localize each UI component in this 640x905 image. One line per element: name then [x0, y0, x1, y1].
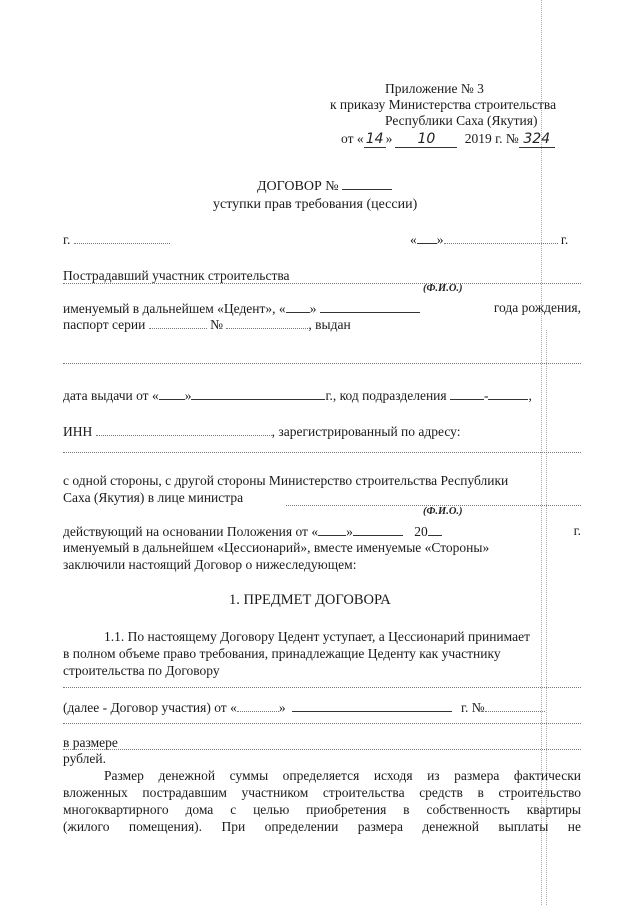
- contract-date-field: [410, 231, 568, 248]
- contract-ref-prefix: (далее - Договор участия) от «: [63, 700, 237, 715]
- section1-p2-line-1: Размер денежной суммы определяется исходя из размера фактически: [104, 768, 581, 783]
- appendix-number-handwritten: 324: [519, 131, 555, 148]
- party1-named-row: [63, 300, 581, 317]
- party2-acting-prefix: действующий на основании Положения от «: [63, 524, 319, 539]
- issue-year-label: г., код подразделения: [325, 388, 447, 403]
- passport-no-label: №: [210, 317, 224, 332]
- party1-named-close: »: [309, 301, 317, 316]
- contract-date-open: «: [410, 232, 417, 247]
- appendix-month-handwritten: 10: [395, 131, 457, 148]
- rubles-label: рублей.: [63, 751, 107, 766]
- party2-line-2: Саха (Якутия) в лице министра: [63, 490, 244, 505]
- party2-line-1: с одной стороны, с другой стороны Министерство строительства Республики: [63, 473, 509, 488]
- party2-acting-row: [63, 523, 581, 540]
- passport-series-blank: [149, 316, 207, 329]
- contract-day-blank: [417, 231, 437, 244]
- city-blank: [74, 231, 170, 244]
- registered-label: , зарегистрированный по адресу:: [271, 424, 461, 439]
- amount-blank: [63, 748, 581, 750]
- division-code-blank-2: [488, 387, 528, 400]
- party2-fio-caption: (Ф.И.О.): [423, 506, 463, 517]
- appendix-line-3: Республики Саха (Якутия): [385, 113, 538, 128]
- section1-p1-line-1: 1.1. По настоящему Договору Цедент уступает, а Цессионарий принимает: [104, 629, 530, 644]
- contract-ref-continue-blank: [63, 722, 581, 724]
- passport-issued-by-blank: [63, 362, 581, 364]
- city-field: [63, 231, 170, 248]
- issue-day-blank: [159, 387, 185, 400]
- section1-p1-line-3: строительства по Договору: [63, 663, 220, 678]
- contract-date-close: »: [436, 232, 444, 247]
- division-code-blank-1: [450, 387, 484, 400]
- appendix-line-2: к приказу Министерства строительства: [330, 97, 557, 112]
- party2-acting-close: »: [346, 524, 353, 539]
- party1-named-prefix: именуемый в дальнейшем «Цедент», «: [63, 301, 286, 316]
- issue-date-prefix: дата выдачи от «: [63, 388, 159, 403]
- party2-acting-g: г.: [573, 523, 581, 538]
- contract-number-blank: [342, 177, 392, 190]
- city-prefix: г.: [63, 232, 71, 247]
- contract-ref-close: »: [278, 700, 286, 715]
- section1-p2-line-3: многоквартирного дома с целью приобретения в собственность квартиры: [63, 802, 581, 817]
- contract-title: [257, 177, 392, 195]
- division-code-dash: -: [483, 388, 489, 403]
- party1-fio-caption: (Ф.И.О.): [423, 283, 463, 294]
- appendix-date-prefix: от «: [341, 131, 364, 146]
- party2-acting-day-blank: [318, 523, 346, 536]
- contract-ref-number-blank: [485, 699, 545, 712]
- passport-series-label: паспорт серии: [63, 317, 146, 332]
- party2-line-4: заключили настоящий Договор о нижеследующем:: [63, 557, 357, 572]
- party1-line: Пострадавший участник строительства: [63, 268, 290, 283]
- party1-day-blank: [286, 300, 310, 313]
- section1-heading: 1. ПРЕДМЕТ ДОГОВОРА: [229, 592, 391, 608]
- appendix-day-handwritten: 14: [364, 131, 386, 148]
- contract-ref-g: г. №: [460, 700, 485, 715]
- party1-fio-blank: [63, 282, 581, 284]
- contract-subtitle: уступки прав требования (цессии): [213, 197, 418, 212]
- contract-ref-row: [63, 699, 545, 716]
- party2-line-3: именуемый в дальнейшем «Цессионарий», вместе именуемые «Стороны»: [63, 540, 490, 555]
- contract-month-blank: [444, 231, 558, 244]
- issue-date-close: »: [184, 388, 192, 403]
- amount-prefix: в размере: [63, 735, 118, 750]
- party2-acting-month-blank: [353, 523, 403, 536]
- party1-passport-row: [63, 316, 351, 333]
- contract-ref-month-blank: [292, 699, 452, 712]
- party1-birth-blank: [320, 300, 420, 313]
- section1-p2-line-2: вложенных пострадавшим участником строительства средств в строительство: [63, 785, 581, 800]
- issue-date-row: дата выдачи от « » г., код подразделения - ,: [63, 388, 532, 403]
- contract-title-text: ДОГОВОР №: [257, 179, 339, 194]
- party2-acting-year: 20: [414, 524, 428, 539]
- contract-year-suffix: г.: [560, 232, 569, 247]
- contract-ref-day-blank: [237, 699, 279, 712]
- section1-p1-line-2: в полном объеме право требования, принадлежащие Цеденту как участнику: [63, 646, 501, 661]
- section1-p2-line-4: (жилого помещения). При определении размера денежной выплаты не: [63, 819, 581, 834]
- passport-issued-label: , выдан: [308, 317, 351, 332]
- appendix-year: 2019 г. №: [464, 131, 519, 146]
- party1-birth-label: года рождения,: [493, 300, 581, 315]
- contract-name-blank: [63, 686, 581, 688]
- inn-blank: [96, 423, 272, 436]
- inn-row: [63, 423, 460, 440]
- passport-no-blank: [226, 316, 308, 329]
- appendix-day-close: »: [385, 131, 393, 146]
- inn-label: ИНН: [63, 424, 93, 439]
- party2-acting-year-blank: [428, 523, 442, 536]
- address-blank: [63, 451, 581, 453]
- appendix-line-1: Приложение № 3: [385, 81, 484, 96]
- appendix-date-line: [341, 131, 555, 148]
- issue-month-blank: [191, 387, 325, 400]
